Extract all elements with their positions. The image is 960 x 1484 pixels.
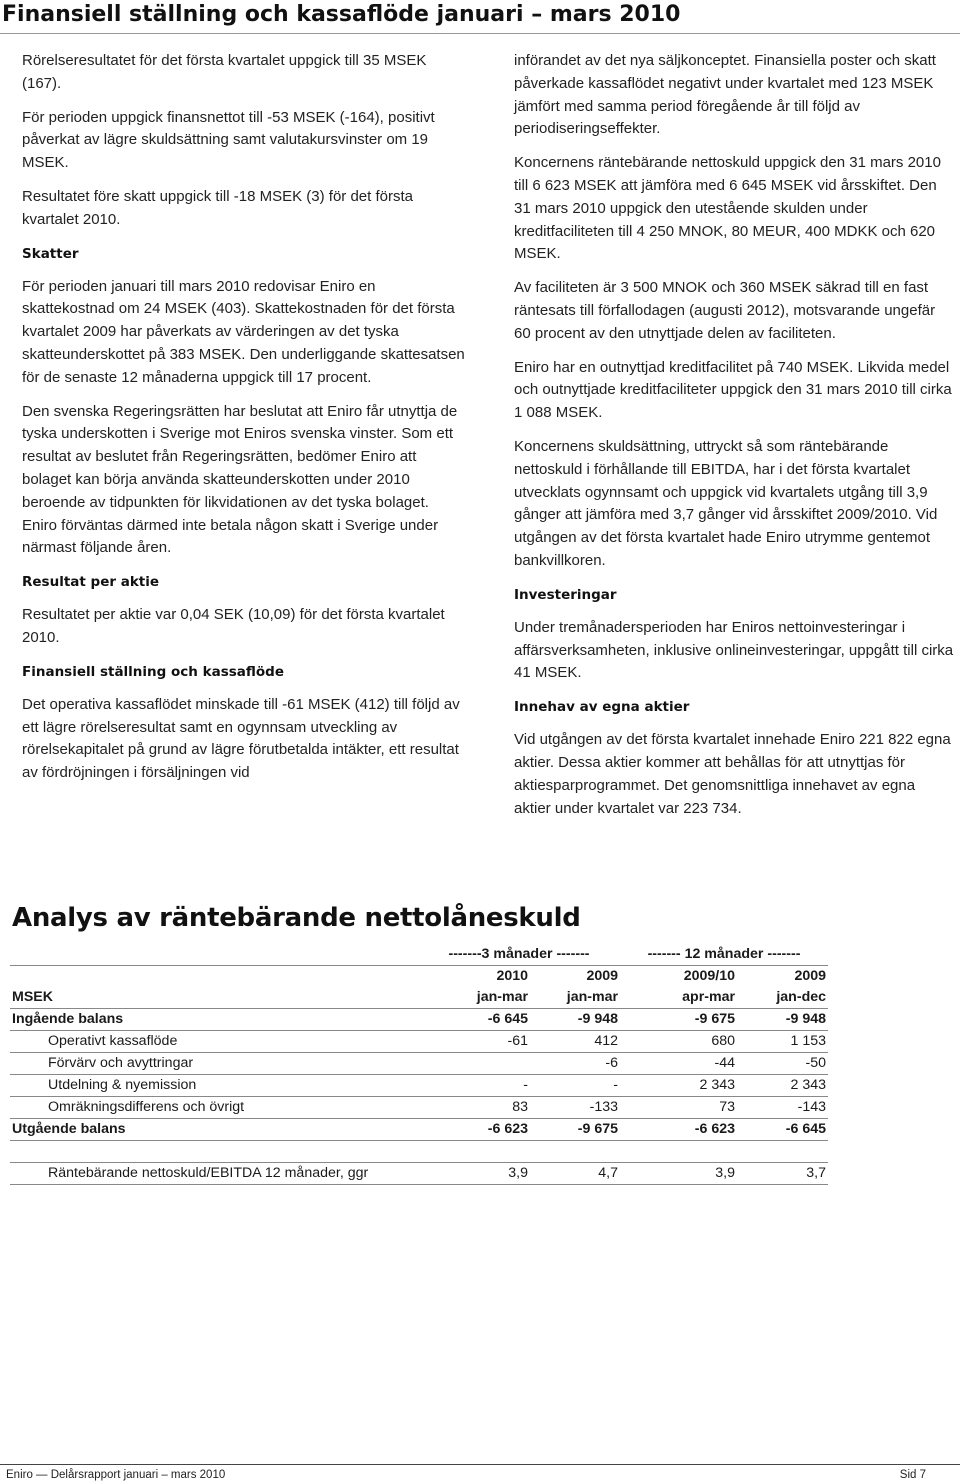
paragraph: Vid utgången av det första kvartalet innehade Eniro 221 822 egna aktier. Dessa aktier kommer att behållas för att utnyttjas för aktiesparprogrammet. Det genomsnittliga innehavet av egna aktier under kvartalet var 223 734. xyxy=(514,731,951,817)
row-label: Omräkningsdifferens och övrigt xyxy=(10,1097,418,1119)
cell: 83 xyxy=(418,1097,530,1119)
cell: -61 xyxy=(418,1031,530,1053)
table-year-row xyxy=(10,966,828,988)
unit-header: MSEK xyxy=(10,987,418,1009)
table-row xyxy=(10,1075,828,1097)
heading-investeringar: Investeringar xyxy=(514,586,617,603)
paragraph: Resultatet per aktie var 0,04 SEK (10,09) för det första kvartalet 2010. xyxy=(22,606,445,646)
table-row xyxy=(10,1031,828,1053)
year-header: 2010 xyxy=(496,968,528,984)
right-column xyxy=(514,50,954,831)
paragraph: Koncernens skuldsättning, uttryckt så som räntebärande nettoskuld i förhållande till EBITDA, har i det första kvartalet utvecklats ogynnsamt och uppgick vid kvartalets utgång till 3,9 gånger att jämföra med 3,7 gånger vid årsskiftet 2009/2010. Vid utgången av det första kvartalet hade Eniro utrymme gentemot bankvillkoren. xyxy=(514,437,938,569)
heading-innehav-egna-aktier: Innehav av egna aktier xyxy=(514,699,690,716)
cell: -133 xyxy=(530,1097,620,1119)
heading-finansiell-stallning: Finansiell ställning och kassaflöde xyxy=(22,663,284,680)
year-header: 2009/10 xyxy=(683,968,735,984)
cell: 1 153 xyxy=(737,1031,828,1053)
cell: -9 675 xyxy=(530,1119,620,1141)
page-title: Finansiell ställning och kassaflöde januari – mars 2010 xyxy=(0,0,960,34)
cell: -9 948 xyxy=(737,1009,828,1031)
cell: -9 948 xyxy=(530,1009,620,1031)
paragraph: Rörelseresultatet för det första kvartalet uppgick till 35 MSEK (167). xyxy=(22,52,427,92)
cell: -6 645 xyxy=(737,1119,828,1141)
page-footer xyxy=(0,1464,960,1484)
heading-resultat-per-aktie: Resultat per aktie xyxy=(22,574,160,591)
period-header: apr-mar xyxy=(620,987,737,1009)
footer-page-number: Sid 7 xyxy=(899,1469,926,1481)
left-column xyxy=(22,50,468,796)
cell: -6 xyxy=(530,1053,620,1075)
paragraph: Det operativa kassaflödet minskade till -61 MSEK (412) till följd av ett lägre rörelseresultat samt en ogynnsam utveckling av rörelsekapitalet på grund av lägre förutbetalda intäkter, ett resultat av fördröjningen i försäljningen vid xyxy=(22,695,460,782)
cell xyxy=(418,1053,530,1075)
group-header-12-months: ------- 12 månader ------- xyxy=(620,944,828,966)
cell: - xyxy=(418,1075,530,1097)
row-label: Förvärv och avyttringar xyxy=(10,1053,418,1075)
row-label: Utgående balans xyxy=(10,1119,418,1141)
cell: -44 xyxy=(620,1053,737,1075)
paragraph: Koncernens räntebärande nettoskuld uppgick den 31 mars 2010 till 6 623 MSEK att jämföra med 6 645 MSEK vid årsskiftet. Den 31 mars 2010 uppgick den utestående skulden under kreditfaciliteten till 4 250 MNOK, 80 MEUR, 400 MDKK och 620 MSEK. xyxy=(514,154,941,263)
row-label: Ingående balans xyxy=(10,1009,418,1031)
table-row xyxy=(10,1053,828,1075)
cell: 4,7 xyxy=(530,1163,620,1185)
paragraph: Under tremånadersperioden har Eniros nettoinvesteringar i affärsverksamheten, inklusive onlineinvesteringar, uppgått till cirka 41 MSEK. xyxy=(514,618,954,682)
cell: -50 xyxy=(737,1053,828,1075)
cell: 2 343 xyxy=(620,1075,737,1097)
paragraph: införandet av det nya säljkonceptet. Finansiella poster och skatt påverkade kassaflödet negativt under kvartalet med 123 MSEK jämfört med samma period föregående år till följd av periodiseringseffekter. xyxy=(514,52,936,138)
period-header: jan-dec xyxy=(737,987,828,1009)
group-header-3-months: -------3 månader ------- xyxy=(418,944,620,966)
cell: 680 xyxy=(620,1031,737,1053)
paragraph: Den svenska Regeringsrätten har beslutat att Eniro får utnyttja de tyska underskotten i Sverige mot Eniros svenska vinster. Som ett resultat av beslutet från Regeringsrätten, bedömer Eniro att bolaget kan börja använda skatteunderskotten under 2010 beroende av tidpunkten för likvidationen av det tyska bolaget. Eniro förväntas därmed inte betala någon skatt i Sverige under närmast följande åren. xyxy=(22,402,458,557)
period-header: jan-mar xyxy=(530,987,620,1009)
year-header: 2009 xyxy=(794,968,827,984)
cell: 2 343 xyxy=(737,1075,828,1097)
row-label: Utdelning & nyemission xyxy=(10,1075,418,1097)
cell: 3,9 xyxy=(418,1163,530,1185)
cell: 3,7 xyxy=(737,1163,828,1185)
paragraph: Av faciliteten är 3 500 MNOK och 360 MSEK säkrad till en fast räntesats till förfallodagen (augusti 2012), motsvarande ungefär 60 procent av den utnyttjade delen av faciliteten. xyxy=(514,279,936,342)
year-header: 2009 xyxy=(586,968,618,984)
cell: - xyxy=(530,1075,620,1097)
cell: -6 623 xyxy=(418,1119,530,1141)
table-group-header-row xyxy=(10,944,828,966)
cell: -6 623 xyxy=(620,1119,737,1141)
cell: 412 xyxy=(530,1031,620,1053)
row-label: Räntebärande nettoskuld/EBITDA 12 månader, ggr xyxy=(10,1163,418,1185)
table-row xyxy=(10,1119,828,1141)
cell: -143 xyxy=(737,1097,828,1119)
table-row xyxy=(10,1097,828,1119)
cell: -9 675 xyxy=(620,1009,737,1031)
paragraph: Eniro har en outnyttjad kreditfacilitet på 740 MSEK. Likvida medel och outnyttjade kreditfaciliteter uppgick den 31 mars 2010 till cirka 1 088 MSEK. xyxy=(514,358,952,422)
net-debt-table xyxy=(10,944,828,1185)
table-row xyxy=(10,1163,828,1185)
cell: 3,9 xyxy=(620,1163,737,1185)
table-row xyxy=(10,1009,828,1031)
cell: 73 xyxy=(620,1097,737,1119)
table-period-row xyxy=(10,987,828,1009)
section-title: Analys av räntebärande nettolåneskuld xyxy=(12,903,581,933)
footer-report-name: Eniro — Delårsrapport januari – mars 2010 xyxy=(6,1469,226,1481)
paragraph: För perioden uppgick finansnettot till -53 MSEK (-164), positivt påverkat av lägre skuldsättning samt valutakursvinster om 19 MSEK. xyxy=(22,108,435,172)
row-label: Operativt kassaflöde xyxy=(10,1031,418,1053)
period-header: jan-mar xyxy=(418,987,530,1009)
table-spacer-row xyxy=(10,1141,828,1163)
heading-skatter: Skatter xyxy=(22,245,79,262)
cell: -6 645 xyxy=(418,1009,530,1031)
paragraph: Resultatet före skatt uppgick till -18 MSEK (3) för det första kvartalet 2010. xyxy=(22,187,413,228)
paragraph: För perioden januari till mars 2010 redovisar Eniro en skattekostnad om 24 MSEK (403). Skattekostnaden för det första kvartalet 2009 har påverkats av värderingen av det tyska skatteunderskottet på 383 MSEK. Den underliggande skattesatsen för de senaste 12 månaderna uppgick till 17 procent. xyxy=(22,277,465,386)
